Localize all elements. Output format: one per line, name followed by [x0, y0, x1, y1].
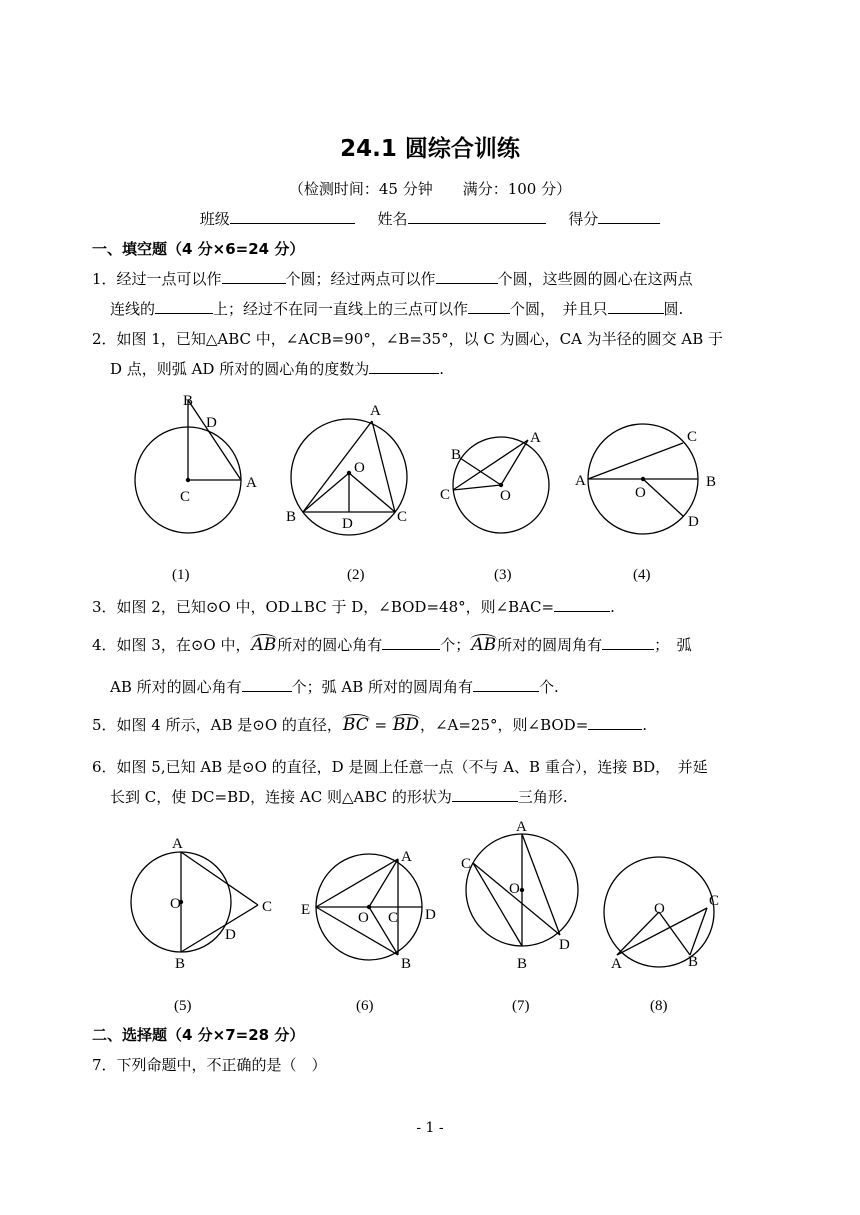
fig7-label-o: O [509, 881, 520, 897]
question-5 [92, 714, 647, 735]
q4-text-e: ； 弧 [654, 636, 692, 654]
question-4-line2 [110, 676, 559, 697]
caption-5: (5) [174, 998, 192, 1014]
fig2-label-a: A [370, 403, 381, 419]
fig8-label-c: C [709, 893, 720, 909]
fig5-label-o: O [170, 896, 181, 912]
q5-text-a: 5．如图 4 所示，AB 是⊙O 的直径， [92, 716, 342, 734]
q4-text-d: 所对的圆周角有 [497, 636, 603, 654]
fig8-label-a: A [611, 956, 622, 972]
q1-text-g: 圆. [663, 300, 684, 318]
fig4-label-o: O [635, 485, 646, 501]
caption-3: (3) [494, 567, 512, 583]
q6-text-b: 三角形. [517, 788, 568, 806]
fig4-label-c: C [687, 429, 698, 445]
question-7: 7．下列命题中，不正确的是（ ） [92, 1056, 327, 1074]
section-multiple-choice: 二、选择题（4 分×7=28 分） [92, 1026, 305, 1044]
figure-1 [135, 400, 241, 533]
fig5-label-a: A [172, 836, 183, 852]
fig1-label-d: D [206, 415, 217, 431]
caption-1: (1) [172, 567, 190, 583]
caption-8: (8) [650, 998, 668, 1014]
question-6-line2 [110, 786, 568, 807]
fig4-label-b: B [706, 474, 717, 490]
exam-meta: （检测时间：45 分钟 满分：100 分） [288, 180, 572, 198]
q4-text-g: 个；弧 AB 所对的圆周角有 [291, 678, 474, 696]
fig7-label-c: C [461, 856, 472, 872]
question-1-line2 [110, 298, 683, 319]
q5-text-b: ，∠A=25°，则∠BOD= [419, 716, 589, 734]
section-fill-blank: 一、填空题（4 分×6=24 分） [92, 240, 305, 258]
q5-text-c: . [642, 716, 648, 734]
fig2-label-o: O [354, 460, 365, 476]
page-title: 24.1 圆综合训练 [340, 136, 520, 162]
q1-blank-2 [436, 269, 498, 284]
q1-text-d: 连线的 [110, 300, 156, 318]
name-blank [408, 209, 546, 224]
q4-arc-ab-2: AB [471, 635, 497, 655]
fig1-label-a: A [246, 475, 257, 491]
fig3-label-b: B [451, 447, 462, 463]
caption-4: (4) [633, 567, 651, 583]
question-1-line1 [92, 268, 693, 289]
fig6-label-a: A [401, 849, 412, 865]
fig4-label-a: A [575, 473, 586, 489]
q1-blank-5 [608, 299, 664, 314]
student-info [0, 208, 860, 229]
q2-blank [369, 359, 439, 374]
caption-7: (7) [512, 998, 530, 1014]
q5-arc-bc: BC [342, 715, 369, 735]
q3-blank [554, 597, 610, 612]
fig7-label-d: D [559, 937, 570, 953]
score-blank [598, 209, 660, 224]
page-number: - 1 - [416, 1120, 444, 1136]
q6-blank [452, 787, 518, 802]
caption-6: (6) [356, 998, 374, 1014]
fig1-label-b: B [183, 393, 194, 409]
q6-text-a: 长到 C，使 DC=BD，连接 AC 则△ABC 的形状为 [110, 788, 452, 806]
q4-text-c: 个； [440, 636, 471, 654]
q2-text-b: . [439, 360, 444, 378]
q5-blank [588, 715, 642, 730]
q3-text-a: 3．如图 2，已知⊙O 中，OD⊥BC 于 D，∠BOD=48°，则∠BAC= [92, 598, 555, 616]
question-2-line1: 2．如图 1，已知△ABC 中，∠ACB=90°，∠B=35°，以 C 为圆心，CA 为半径的圆交 AB 于 [92, 330, 724, 348]
q4-text-a: 4．如图 3，在⊙O 中， [92, 636, 251, 654]
fig4-label-d: D [688, 514, 699, 530]
question-4-line1 [92, 634, 692, 655]
fig7-label-a: A [516, 819, 527, 835]
q1-blank-3 [155, 299, 213, 314]
fig2-label-b: B [286, 509, 297, 525]
fig6-label-b: B [401, 956, 412, 972]
q4-text-f: AB 所对的圆心角有 [110, 678, 242, 696]
fig6-label-c: C [388, 910, 399, 926]
q2-text-a: D 点，则弧 AD 所对的圆心角的度数为 [110, 360, 370, 378]
fig6-label-d: D [425, 907, 436, 923]
q4-text-h: 个. [539, 678, 559, 696]
fig8-label-o: O [654, 901, 665, 917]
q4-blank-2 [602, 635, 654, 650]
fig5-label-b: B [175, 956, 186, 972]
fig5-label-d: D [225, 927, 236, 943]
question-6-line1: 6．如图 5,已知 AB 是⊙O 的直径，D 是圆上任意一点（不与 A、B 重合），连接 BD， 并延 [92, 758, 708, 776]
q1-text-e: 上；经过不在同一直线上的三点可以作 [213, 300, 469, 318]
fig1-label-c: C [180, 489, 191, 505]
q1-blank-4 [468, 299, 510, 314]
figures-row-2 [0, 815, 860, 1020]
name-label: 姓名 [377, 210, 408, 228]
fig6-label-e: E [301, 902, 311, 918]
q5-equals: = [369, 716, 392, 734]
fig5-label-c: C [262, 899, 273, 915]
q4-arc-ab-1: AB [251, 635, 277, 655]
q4-blank-4 [473, 677, 539, 692]
q1-blank-1 [222, 269, 286, 284]
q4-blank-1 [382, 635, 440, 650]
q1-text-c: 个圆，这些圆的圆心在这两点 [497, 270, 693, 288]
class-label: 班级 [199, 210, 230, 228]
q4-text-b: 所对的圆心角有 [277, 636, 383, 654]
fig3-label-o: O [500, 488, 511, 504]
figures-row-1 [0, 380, 860, 595]
figure-5 [131, 852, 258, 952]
q1-text-b: 个圆；经过两点可以作 [285, 270, 436, 288]
q3-text-b: . [610, 598, 615, 616]
fig6-label-o: O [358, 910, 369, 926]
caption-2: (2) [347, 567, 365, 583]
score-label: 得分 [568, 210, 599, 228]
q4-blank-3 [242, 677, 292, 692]
question-3 [92, 596, 615, 617]
fig3-label-a: A [530, 430, 541, 446]
question-2-line2 [110, 358, 444, 379]
fig3-label-c: C [440, 487, 451, 503]
fig2-label-c: C [397, 509, 408, 525]
q5-arc-bd: BD [392, 715, 419, 735]
class-blank [230, 209, 355, 224]
fig2-label-d: D [342, 516, 353, 532]
q1-text-f: 个圆， 并且只 [510, 300, 608, 318]
q1-text-a: 1．经过一点可以作 [92, 270, 222, 288]
fig8-label-b: B [688, 954, 699, 970]
fig7-label-b: B [517, 956, 528, 972]
